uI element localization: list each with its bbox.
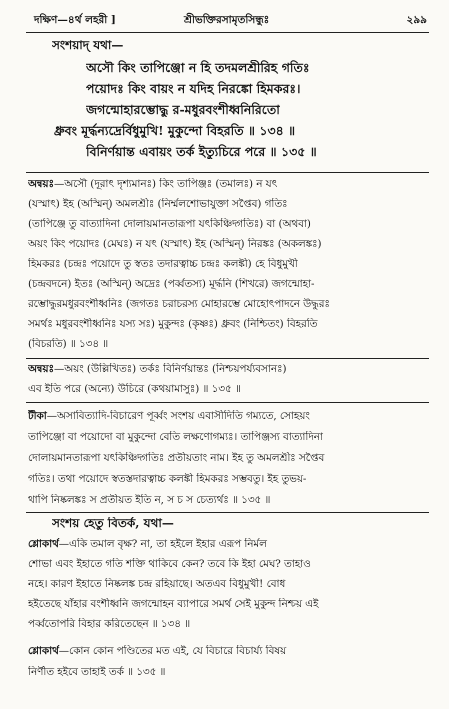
section-rule <box>26 358 429 359</box>
section-heading-doubt-cause: সংশয় হেতু বিতর্ক, যথা— <box>52 517 174 530</box>
anvaya-line: অন্বয়ঃ—অসৌ (দূরাৎ দৃশ্যমানঃ) কিং তাপিঞ্জঃ (তমালঃ) ন যৎ <box>28 178 278 190</box>
section-rule <box>26 402 429 403</box>
section-rule <box>26 172 429 173</box>
shlokartha-line: পর্ব্বতোপরি বিহার করিতেছেন ॥ ১৩৪ ॥ <box>28 618 191 630</box>
shlokartha-line: নির্ণীত হইবে তাহাই তর্ক ॥ ১৩৫ ॥ <box>28 666 166 678</box>
verse-line: অসৌ কিং তাপিঞ্জো ন হি তদমলশ্রীরিহ গতিঃ <box>86 60 310 75</box>
anvaya-line: অন্বয়ঃ—অয়ং (উল্লিখিতঃ) তর্কঃ বিনির্ণয়ান্তঃ (নিশ্চয়পর্য্যবসানঃ) <box>28 363 287 375</box>
verse-line: ধ্রুবং মূর্দ্ধন্যদ্রের্বিধুমুখি! মুকুন্দো বিহরতি ॥ ১৩৪ ॥ <box>54 123 296 138</box>
page-number: ২৯৯ <box>406 14 427 26</box>
header-rule <box>26 32 429 33</box>
anvaya-line: (চন্দ্রবদনে) ইতঃ (অস্মিন্) অদ্রেঃ (পর্ব্বতস্য) মূর্দ্ধনি (শিখরে) জগন্মোহা- <box>28 278 315 290</box>
anvaya-line: হিমকরঃ (চন্দ্রঃ পয়োদে তু স্বতঃ তদারত্বাচ্চ চন্দ্রঃ কলঙ্কী) হে বিধুমুখী <box>28 258 298 270</box>
shlokartha-line: হইতেছে যাঁহার বংশীধ্বনি জগন্মোহন ব্যাপারে সমর্থ সেই মুকুন্দ নিশ্চয় এই <box>28 598 319 610</box>
anvaya-line: রম্ভোদ্ধুরমধুরবংশীধ্বনিঃ (জগতঃ চরাচরস্য মোহারম্ভে মোহোৎপাদনে উদ্ধুরঃ <box>28 298 330 310</box>
chapter-reference: দক্ষিণ—৪র্থ লহরী ] <box>34 14 116 26</box>
shlokartha-line: শ্লোকার্থ—একি তমাল বৃক্ষ? না, তা হইলে ইহার এরূপ নির্মল <box>28 538 267 550</box>
anvaya-line: এব ইতি পরে (অন্যে) উচিরে (কথয়ামাসুঃ) ॥ ১৩৫ ॥ <box>28 383 241 395</box>
tika-line: থাপি নিষ্কলঙ্কঃ স প্রতীয়ত ইতি ন, স চ স চেত্যর্থঃ ॥ ১৩৫ ॥ <box>28 494 271 506</box>
anvaya-line: (বিচরতি) ॥ ১৩৪ ॥ <box>28 338 109 350</box>
verse-line: জগন্মোহারম্ভোদ্ধু র-মধুরবংশীধ্বনিরিতো <box>86 102 280 117</box>
section-heading-doubt: সংশয়াদ্ যথা— <box>52 39 124 52</box>
anvaya-line: সমর্থঃ মধুরবংশীধ্বনিঃ যস্য সঃ) মুকুন্দঃ (কৃষ্ণঃ) ধ্রুবং (নিশ্চিতং) বিহরতি <box>28 318 318 330</box>
book-title: শ্রীভক্তিরসামৃতসিন্ধুঃ <box>184 14 270 26</box>
shlokartha-line: শ্লোকার্থ—কোন কোন পণ্ডিতের মত এই, যে বিচারে বিচার্য্য বিষয় <box>28 645 287 657</box>
verse-line: পয়োদঃ কিং বায়ং ন যদিহ নিরঙ্কো হিমকরঃ। <box>86 81 301 96</box>
shlokartha-label: শ্লোকার্থ <box>28 538 59 550</box>
tika-label: টীকা <box>28 410 47 422</box>
shlokartha-line: নহে। কারণ ইহাতে নিষ্কলঙ্ক চন্দ্র রহিয়াছে। অতএব বিধুমুখী! বোধ <box>28 578 286 590</box>
anvaya-label: অন্বয়ঃ <box>28 178 54 190</box>
tika-line: দোলায়মানতারূপা যৎকিঞ্চিদ্গতিঃ প্রতীয়তাং নাম। ইহ তু অমলশ্রীঃ সপ্তৈব <box>28 452 325 464</box>
tika-line: তাপিঞ্জো বা পয়োদো বা মুকুন্দো বেতি লক্ষণোগম্যঃ। তাপিঞ্জস্য বাত্যাদিনা <box>28 431 323 443</box>
tika-line: টীকা—অসাবিত্যাদি-বিচারেণ পূর্ব্বং সংশয় এবাসীদিতি গম্যতে, সোহয়ং <box>28 410 310 422</box>
anvaya-line: (তাপিঞ্জে তু বাত্যাদিনা দোলায়মানতারূপা যৎকিঞ্চিদ্গতিঃ) বা (অথবা) <box>28 218 311 230</box>
anvaya-label: অন্বয়ঃ <box>28 363 54 375</box>
verse-line: বিনির্ণয়ান্ত এবায়ং তর্ক ইত্যুচিরে পরে ॥ ১৩৫ ॥ <box>86 144 317 159</box>
anvaya-line: অয়ং কিং পয়োদঃ (মেঘঃ) ন যৎ (যস্মাৎ) ইহ (অস্মিন্) নিরঙ্কঃ (অকলঙ্কঃ) <box>28 238 322 250</box>
section-rule <box>26 512 429 513</box>
shlokartha-line: শোভা এবং ইহাতে গতি শক্তি থাকিবে কেন? তবে কি ইহা মেঘ? তাহাও <box>28 558 311 570</box>
tika-line: গতিঃ। তথা পয়োদে স্বতস্তদারত্বাচ্চ কলঙ্কী হিমকরঃ সম্ভবতু। ইহ তুভয়- <box>28 473 307 485</box>
page-header <box>34 10 427 30</box>
shlokartha-label: শ্লোকার্থ <box>28 645 59 657</box>
anvaya-line: (যস্মাৎ) ইহ (অস্মিন্) অমলশ্রীঃ (নির্ম্মলশোভাযুক্তা সপ্তৈব) গতিঃ <box>28 198 288 210</box>
